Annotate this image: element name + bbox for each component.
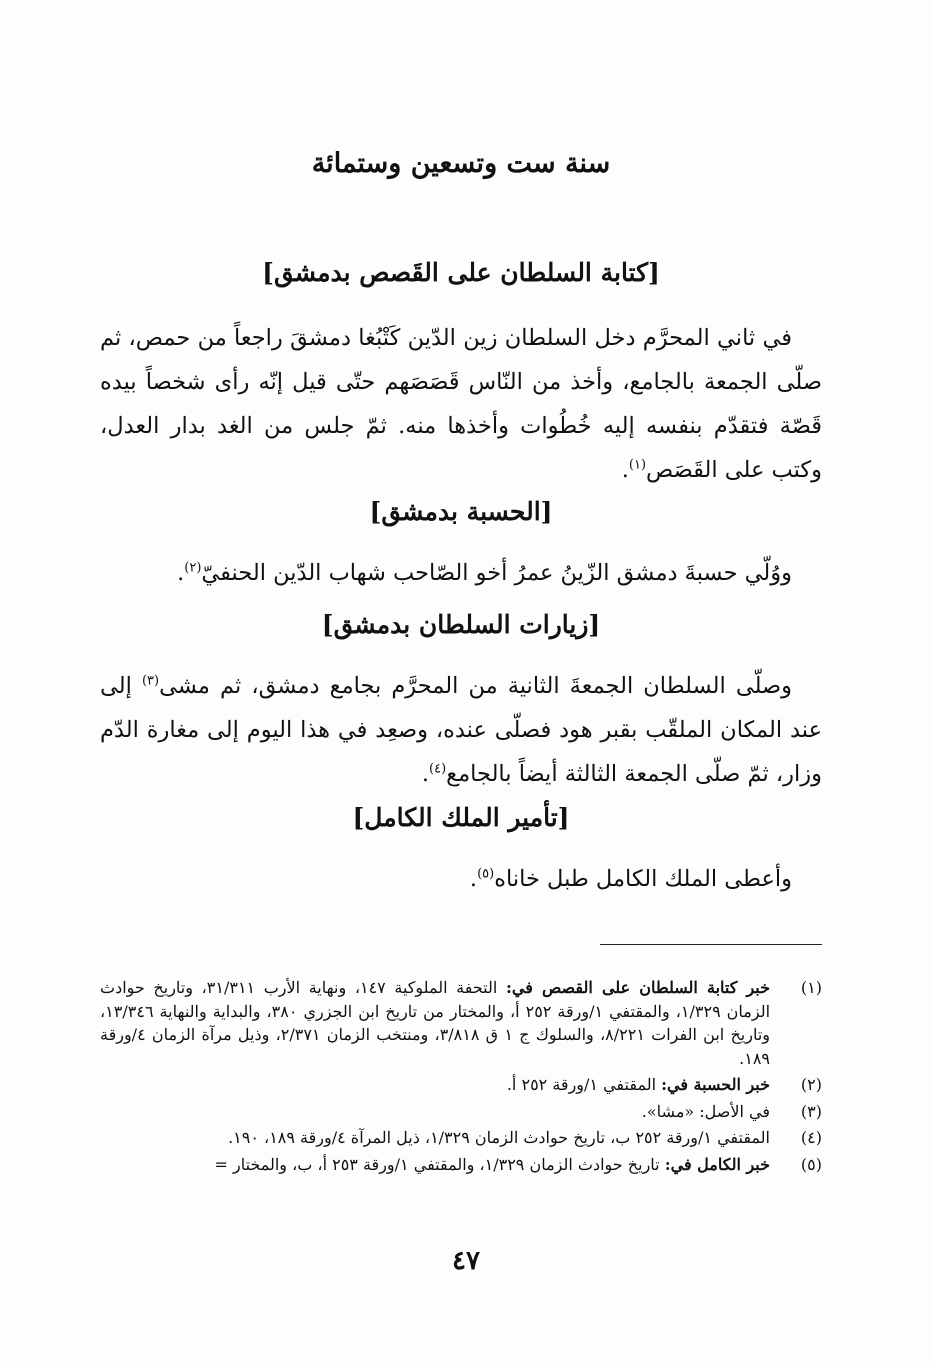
paragraph-end: .: [469, 866, 478, 892]
footnote-ref-4[interactable]: (٤): [429, 761, 447, 777]
footnote-body: في الأصل: «مشا».: [641, 1101, 770, 1121]
footnote-lead: خبر الحسبة في:: [661, 1075, 770, 1094]
footnote-5: [100, 1153, 822, 1177]
paragraph-sultan-visits: [100, 664, 822, 796]
footnote-body: تاريخ حوادث الزمان ١/٣٢٩، والمقتفي ١/ورقة ٢٥٣ أ، ب، والمختار =: [214, 1154, 665, 1174]
footnote-ref-1[interactable]: (١): [628, 457, 647, 473]
footnote-lead: خبر الكامل في:: [664, 1154, 770, 1174]
footnotes: [100, 976, 822, 1179]
paragraph-end: .: [621, 457, 629, 483]
page-number: ٤٧: [452, 1246, 480, 1276]
footnote-3: [100, 1100, 822, 1124]
paragraph-text: في ثاني المحرَّم دخل السلطان زين الدّين كَتْبُغا دمشقَ راجعاً من حمص، ثم صلّى الجمعة بالجامع، وأخذ من النّاس قَصَصَهم حتّى قيل إنّه رأى شخصاً بيده قَصّة فتقدّم بنفسه إليه خُطُوات وأخذها منه. ثمّ جلس من الغد بدار العدل، وكتب على القَصَص: [100, 325, 822, 483]
paragraph-hisba: [100, 551, 822, 595]
footnote-text: [100, 976, 770, 1070]
paragraph-text: وصلّى السلطان الجمعةَ الثانية من المحرَّم بجامع دمشق، ثم مشى: [159, 673, 793, 699]
paragraph-text: ووُلّي حسبةَ دمشق الزّينُ عمرُ أخو الصّاحب شهاب الدّين الحنفيّ: [201, 560, 792, 586]
footnote-number: (٢): [800, 1075, 822, 1094]
footnote-number: (٣): [800, 1101, 822, 1121]
footnote-lead: خبر كتابة السلطان على القصص في:: [505, 978, 770, 997]
footnote-body: التحفة الملوكية ١٤٧، ونهاية الأرب ٣١/٣١١، وتاريخ حوادث الزمان ١/٣٢٩، والمقتفي ١/ورقة ٢٥٢ أ، والمختار من تاريخ ابن الجزري ٣٨٠، والبداية والنهاية ١٣/٣٤٦، وتاريخ ابن الفرات ٨/٢٢١، والسلوك ج ١ ق ٣/٨١٨، ومنتخب الزمان ٢/٣٧١، وذيل مرآة الزمان ٤/ورقة ١٨٩.: [100, 978, 771, 1068]
footnote-separator: [600, 944, 822, 945]
footnote-text: [100, 1073, 770, 1097]
section-heading-sultan-visits: [زيارات السلطان بدمشق]: [321, 610, 601, 639]
footnote-1: [100, 976, 822, 1070]
footnote-ref-3[interactable]: (٣): [141, 673, 160, 689]
footnote-text: [100, 1126, 770, 1150]
footnote-text: [100, 1100, 770, 1124]
footnote-ref-5[interactable]: (٥): [477, 866, 495, 882]
footnote-2: [100, 1073, 822, 1097]
footnote-number: (٥): [800, 1154, 822, 1174]
section-heading-kamil: [تأمير الملك الكامل]: [352, 803, 570, 832]
section-heading-hisba: [الحسبة بدمشق]: [369, 497, 553, 526]
footnote-text: [100, 1153, 770, 1177]
footnote-number: (١): [800, 978, 822, 997]
paragraph-kamil: [100, 857, 822, 901]
paragraph-end: .: [177, 560, 185, 586]
paragraph-sultan-petitions: [100, 316, 822, 492]
footnote-body: المقتفي ١/ورقة ٢٥٢ أ.: [506, 1075, 662, 1094]
paragraph-end: .: [421, 761, 430, 787]
paragraph-text: وأعطى الملك الكامل طبل خاناه: [494, 866, 792, 892]
footnote-ref-2[interactable]: (٢): [184, 560, 202, 576]
chapter-title: سنة ست وتسعين وستمائة: [311, 148, 611, 179]
section-heading-sultan-petitions: [كتابة السلطان على القَصص بدمشق]: [262, 258, 660, 287]
footnote-4: [100, 1126, 822, 1150]
footnote-body: المقتفي ١/ورقة ٢٥٢ ب، تاريخ حوادث الزمان ١/٣٢٩، ذيل المرآة ٤/ورقة ١٨٩، ١٩٠.: [228, 1128, 770, 1147]
footnote-number: (٤): [800, 1128, 822, 1147]
paragraph-text: إلى عند المكان الملقّب بقبر هود فصلّى عنده، وصعِد في هذا اليوم إلى مغارة الدّم وزار، ثمّ صلّى الجمعة الثالثة أيضاً بالجامع: [100, 673, 822, 787]
